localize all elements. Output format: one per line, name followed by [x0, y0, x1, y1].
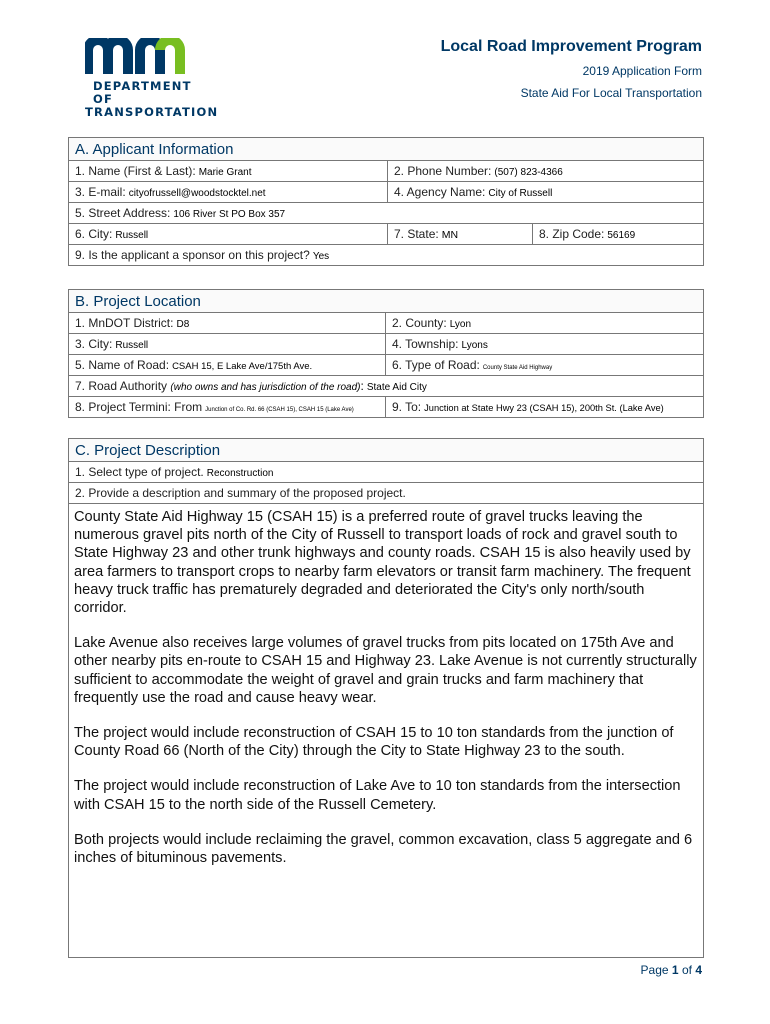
name-label: 1. Name (First & Last):: [75, 164, 196, 178]
location-city-label: 3. City:: [75, 337, 113, 351]
road-name-field[interactable]: [69, 355, 386, 375]
city-label: 6. City:: [75, 227, 113, 241]
project-type-value: Reconstruction: [206, 468, 274, 479]
description-prompt: [69, 483, 703, 503]
agency-label: 4. Agency Name:: [394, 185, 486, 199]
state-field[interactable]: [388, 224, 533, 244]
state-value: MN: [441, 229, 459, 241]
page-current: 1: [671, 963, 679, 977]
zip-value: 56169: [607, 230, 636, 241]
section-applicant-information: [68, 137, 704, 266]
township-value: Lyons: [461, 340, 488, 351]
applicant-name-field[interactable]: [69, 161, 388, 181]
project-type-field[interactable]: [69, 462, 703, 482]
road-authority-colon: :: [360, 379, 364, 393]
logo-dept-line: DEPARTMENT OF: [93, 79, 192, 106]
section-c-title: C. Project Description: [69, 439, 703, 462]
name-value: Marie Grant: [198, 167, 252, 178]
termini-to-label: 9. To:: [392, 400, 422, 414]
page-word: Page: [640, 963, 669, 977]
logo-transport-line: TRANSPORTATION: [85, 105, 219, 119]
description-paragraph: Lake Avenue also receives large volumes of gravel trucks from pits located on 175th Ave and other nearby pits en-route to CSAH 15 and Highway 23. Lake Avenue is not currently structurally sufficient to accommodate the weight of gravel and grain trucks and farm machinery that frequently use the road and cause heavy wear.: [74, 635, 697, 706]
form-title: Local Road Improvement Program: [440, 38, 702, 55]
page-number: [641, 963, 702, 977]
road-authority-hint: (who owns and has jurisdiction of the road): [170, 382, 361, 393]
termini-from-value: Junction of Co. Rd. 66 (CSAH 15), CSAH 15 (Lake Ave): [205, 407, 354, 413]
sponsor-value: Yes: [312, 251, 330, 262]
mn-logo-mark: [85, 38, 190, 74]
township-field[interactable]: [386, 334, 703, 354]
description-paragraph: The project would include reconstruction of CSAH 15 to 10 ton standards from the junction of County Road 66 (North of the City) through the City to State Highway 23 to the south.: [74, 725, 674, 760]
section-b-title: B. Project Location: [69, 290, 703, 313]
road-authority-label: 7. Road Authority: [75, 379, 168, 393]
road-type-value: County State Aid Highway: [482, 365, 553, 371]
street-address-field[interactable]: [69, 203, 703, 223]
county-label: 2. County:: [392, 316, 447, 330]
state-label: 7. State:: [394, 227, 439, 241]
county-value: Lyon: [449, 319, 472, 330]
description-paragraph: County State Aid Highway 15 (CSAH 15) is a preferred route of gravel trucks leaving the numerous gravel pits north of the City of Russell to transport loads of rock and gravel south to State Highway 23 and other trunk highways and county roads. CSAH 15 is also heavily used by area farmers to transport crops to nearby farm elevators or transit farm machinery. The frequent heavy truck traffic has prematurely degraded and deteriorated the City's only north/south corridor.: [74, 509, 691, 617]
city-value: Russell: [115, 230, 149, 241]
description-paragraph: Both projects would include reclaiming the gravel, common excavation, class 5 aggregate and 6 inches of bituminous pavements.: [74, 831, 693, 867]
county-field[interactable]: [386, 313, 703, 333]
termini-to-value: Junction at State Hwy 23 (CSAH 15), 200th St. (Lake Ave): [424, 403, 664, 413]
project-description-textarea[interactable]: [69, 504, 703, 867]
phone-value: (507) 823-4366: [494, 167, 563, 178]
sponsor-field[interactable]: [69, 245, 703, 265]
phone-label: 2. Phone Number:: [394, 164, 492, 178]
agency-field[interactable]: [388, 182, 703, 202]
phone-field[interactable]: [388, 161, 703, 181]
road-type-label: 6. Type of Road:: [392, 358, 480, 372]
project-type-label: 1. Select type of project.: [75, 465, 204, 479]
agency-value: City of Russell: [488, 188, 553, 199]
district-field[interactable]: [69, 313, 386, 333]
township-label: 4. Township:: [392, 337, 459, 351]
form-subtitle: 2019 Application Form: [582, 64, 702, 78]
program-name: State Aid For Local Transportation: [520, 86, 702, 100]
termini-to-field[interactable]: [386, 397, 703, 417]
of-word: of: [681, 963, 692, 977]
section-project-description: [68, 438, 704, 958]
email-field[interactable]: [69, 182, 388, 202]
termini-from-label: 8. Project Termini: From: [75, 400, 203, 414]
sponsor-label: 9. Is the applicant a sponsor on this project?: [75, 248, 310, 262]
road-name-label: 5. Name of Road:: [75, 358, 170, 372]
road-authority-value: State Aid City: [366, 382, 427, 393]
location-city-value: Russell: [115, 340, 149, 351]
page-total: 4: [695, 963, 702, 977]
road-authority-field[interactable]: [69, 376, 703, 396]
road-type-field[interactable]: [386, 355, 703, 375]
district-value: D8: [176, 319, 190, 330]
street-label: 5. Street Address:: [75, 206, 171, 220]
zip-field[interactable]: [533, 224, 703, 244]
section-a-title: A. Applicant Information: [69, 138, 703, 161]
location-city-field[interactable]: [69, 334, 386, 354]
description-paragraph: The project would include reconstruction of Lake Ave to 10 ton standards from the intersection with CSAH 15 to the north side of the Russell Cemetery.: [74, 778, 681, 813]
street-value: 106 River St PO Box 357: [173, 209, 286, 220]
section-project-location: [68, 289, 704, 418]
city-field[interactable]: [69, 224, 388, 244]
email-value: cityofrussell@woodstocktel.net: [128, 188, 266, 199]
email-label: 3. E-mail:: [75, 185, 126, 199]
termini-from-field[interactable]: [69, 397, 386, 417]
mndot-logo: [85, 38, 219, 119]
form-header: [441, 38, 702, 100]
zip-label: 8. Zip Code:: [539, 227, 605, 241]
road-name-value: CSAH 15, E Lake Ave/175th Ave.: [172, 361, 313, 372]
description-label: 2. Provide a description and summary of the proposed project.: [75, 486, 406, 500]
district-label: 1. MnDOT District:: [75, 316, 174, 330]
